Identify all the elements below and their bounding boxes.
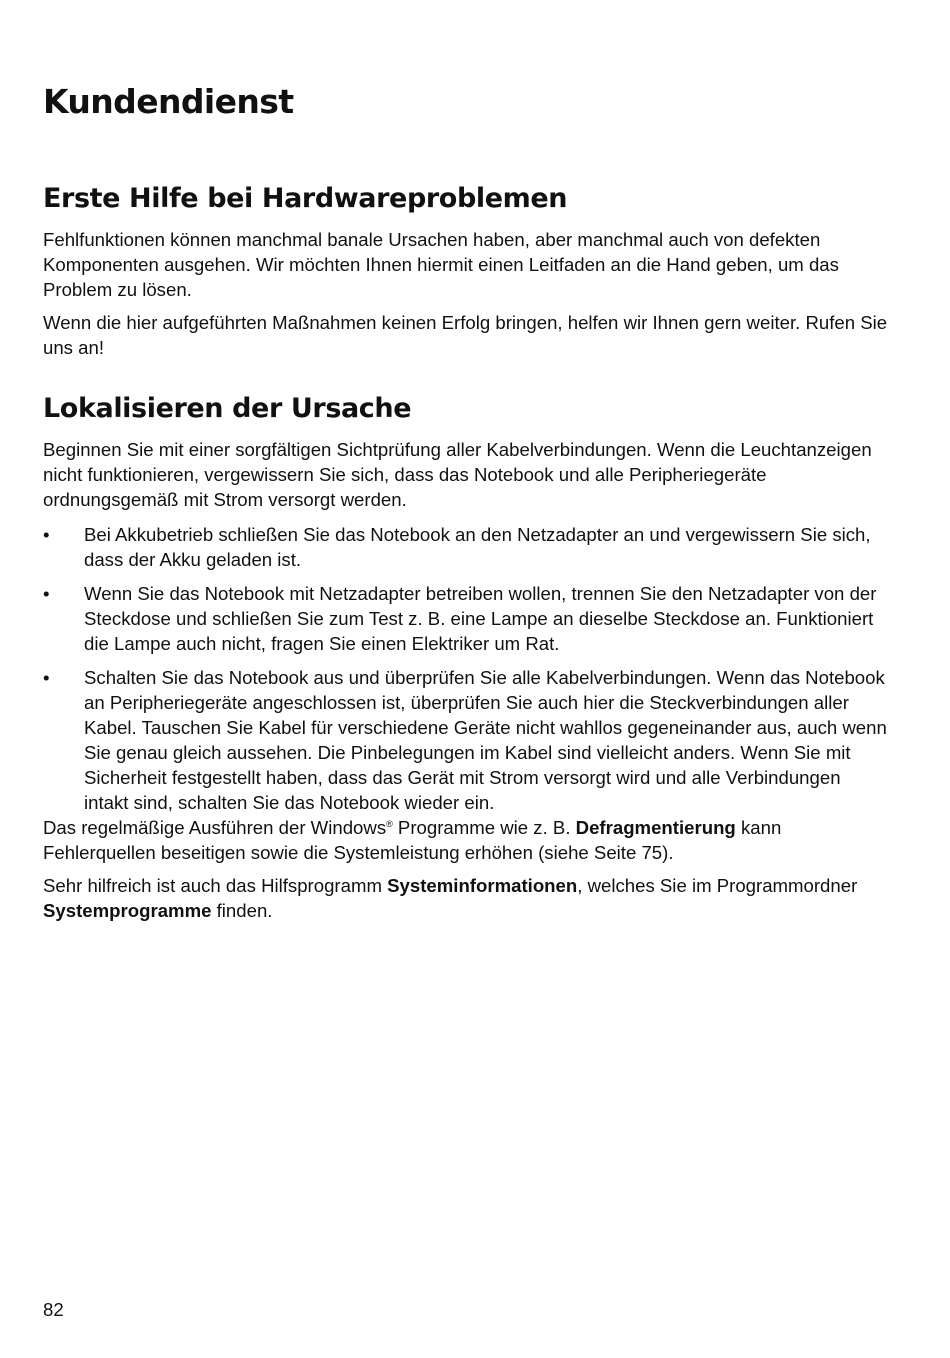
bullet-icon: • xyxy=(43,524,50,545)
list-item xyxy=(43,665,888,815)
paragraph-visual-check: Beginnen Sie mit einer sorgfältigen Sichtprüfung aller Kabelverbindungen. Wenn die Leuchtanzeigen nicht funktionieren, vergewissern Sie sich, dass das Notebook und alle Peripheriegeräte ordnungsgemäß mit Strom versorgt werden. xyxy=(43,439,872,510)
bullet-icon: • xyxy=(43,667,50,688)
defrag-text-before: Das regelmäßige Ausführen der Windows xyxy=(43,817,387,838)
page-title: Kundendienst xyxy=(43,82,294,121)
paragraph-contact: Wenn die hier aufgeführten Maßnahmen keinen Erfolg bringen, helfen wir Ihnen gern weiter. Rufen Sie uns an! xyxy=(43,312,888,358)
list-item-text: Wenn Sie das Notebook mit Netzadapter betreiben wollen, trennen Sie den Netzadapter von der Steckdose und schließen Sie zum Test z. B. eine Lampe an dieselbe Steckdose an. Funktioniert die Lampe auch nicht, fragen Sie einen Elektriker um Rat. xyxy=(84,583,877,654)
defrag-program-name: Defragmentierung xyxy=(575,817,736,838)
page-number: 82 xyxy=(43,1299,64,1320)
page-content xyxy=(43,76,888,923)
section-heading-first-aid: Erste Hilfe bei Hardwareproblemen xyxy=(43,183,568,214)
section-heading-locate-cause: Lokalisieren der Ursache xyxy=(43,393,412,424)
list-item xyxy=(43,581,888,656)
list-item-text: Schalten Sie das Notebook aus und überprüfen Sie alle Kabelverbindungen. Wenn das Notebook an Peripheriegeräte angeschlossen ist, überprüfen Sie auch hier die Steckverbindungen aller Kabel. Tauschen Sie Kabel für verschiedene Geräte nicht wahllos gegeneinander aus, auch wenn Sie genau gleich aussehen. Die Pinbelegungen im Kabel sind vielleicht anders. Wenn Sie mit Sicherheit festgestellt haben, dass das Gerät mit Strom versorgt wird und alle Verbindungen intakt sind, schalten Sie das Notebook wieder ein. xyxy=(84,667,887,813)
sysinfo-text-middle: , welches Sie im Programmordner xyxy=(577,875,858,896)
defrag-text-after: kann Fehlerquellen beseitigen sowie die Systemleistung erhöhen (siehe Seite 75). xyxy=(43,817,782,863)
troubleshooting-list xyxy=(43,522,888,815)
list-item-text: Bei Akkubetrieb schließen Sie das Notebook an den Netzadapter an und vergewissern Sie sich, dass der Akku geladen ist. xyxy=(84,524,871,570)
sysinfo-program-name: Systeminformationen xyxy=(387,875,578,896)
registered-mark: ® xyxy=(386,819,393,829)
list-item xyxy=(43,522,888,572)
bullet-icon: • xyxy=(43,583,50,604)
paragraph-defragmentation xyxy=(43,815,888,865)
paragraph-intro: Fehlfunktionen können manchmal banale Ursachen haben, aber manchmal auch von defekten Komponenten ausgehen. Wir möchten Ihnen hiermit einen Leitfaden an die Hand geben, um das Problem zu lösen. xyxy=(43,229,839,300)
defrag-text-middle: Programme wie z. B. xyxy=(392,817,576,838)
sysinfo-text-after: finden. xyxy=(211,900,273,921)
sysinfo-text-before: Sehr hilfreich ist auch das Hilfsprogramm xyxy=(43,875,388,896)
paragraph-system-information xyxy=(43,873,888,923)
sysinfo-folder-name: Systemprogramme xyxy=(43,900,212,921)
